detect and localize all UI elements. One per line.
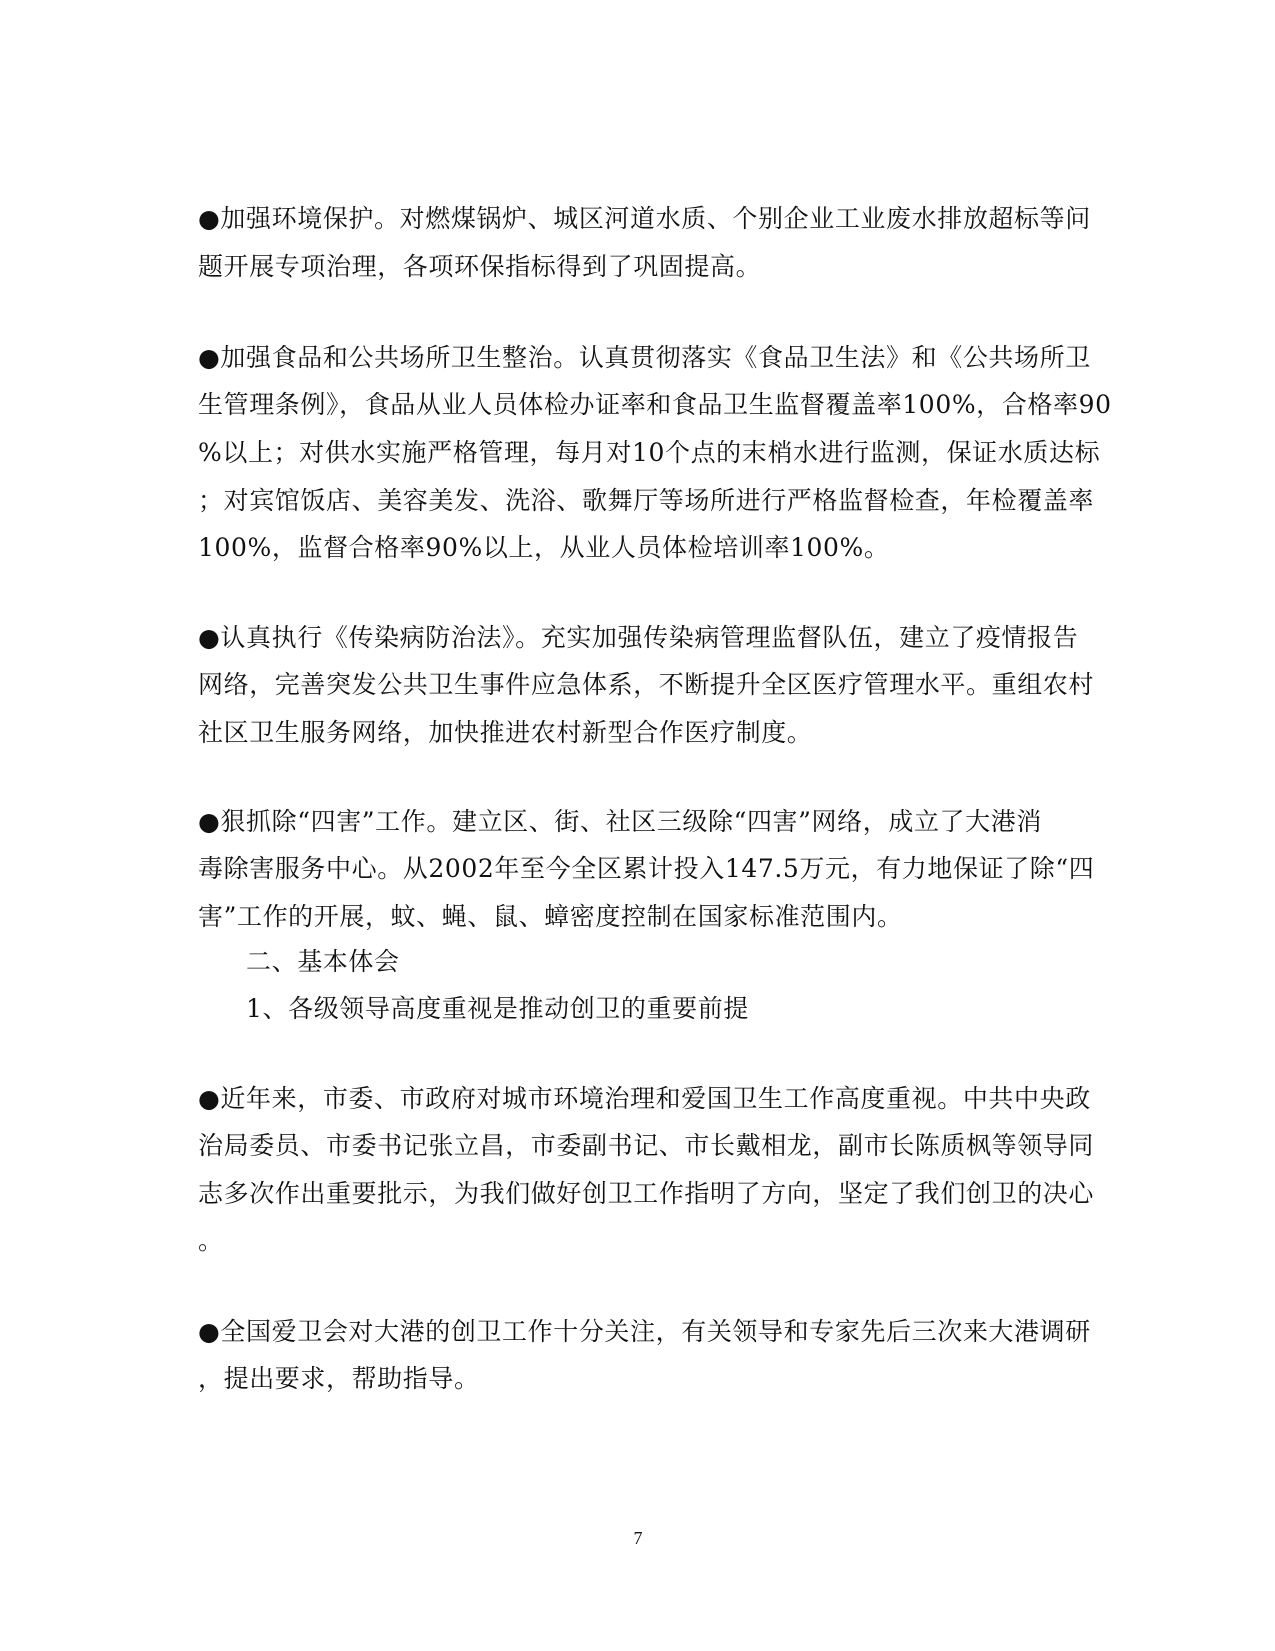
text-line: 题开展专项治理，各项环保指标得到了巩固提高。 (198, 252, 762, 281)
text-line: 毒除害服务中心。从2002年至今全区累计投入147.5万元，有力地保证了除“四 (198, 854, 1095, 883)
text-line: ●加强环境保护。对燃煤锅炉、城区河道水质、个别企业工业废水排放超标等问 (198, 204, 1091, 233)
text-line: ●狠抓除“四害”工作。建立区、街、社区三级除“四害”网络，成立了大港消 (198, 807, 1042, 836)
text-line: 害”工作的开展，蚊、蝇、鼠、蟑密度控制在国家标准范围内。 (198, 902, 903, 931)
text-line: 100%，监督合格率90%以上，从业人员体检培训率100%。 (198, 533, 890, 562)
text-line: 志多次作出重要批示，为我们做好创卫工作指明了方向，坚定了我们创卫的决心 (198, 1179, 1095, 1208)
text-line: %以上；对供水实施严格管理，每月对10个点的末梢水进行监测，保证水质达标 (198, 438, 1101, 467)
text-line: 社区卫生服务网络，加快推进农村新型合作医疗制度。 (198, 718, 813, 747)
page-number: 7 (633, 1528, 643, 1548)
text-line: ●全国爱卫会对大港的创卫工作十分关注，有关领导和专家先后三次来大港调研 (198, 1317, 1091, 1346)
text-line: ●认真执行《传染病防治法》。充实加强传染病管理监督队伍，建立了疫情报告 (198, 623, 1079, 652)
text-line: 网络，完善突发公共卫生事件应急体系，不断提升全区医疗管理水平。重组农村 (198, 670, 1095, 699)
section-heading: 二、基本体会 (246, 947, 400, 976)
text-line: ●加强食品和公共场所卫生整治。认真贯彻落实《食品卫生法》和《公共场所卫 (198, 343, 1091, 372)
text-line: ，提出要求，帮助指导。 (198, 1364, 480, 1393)
text-line: 生管理条例》，食品从业人员体检办证率和食品卫生监督覆盖率100%，合格率90 (198, 390, 1112, 419)
text-line: ；对宾馆饭店、美容美发、洗浴、歌舞厅等场所进行严格监督检查，年检覆盖率 (198, 486, 1095, 515)
subsection-heading: 1、各级领导高度重视是推动创卫的重要前提 (246, 994, 749, 1023)
text-line: 治局委员、市委书记张立昌，市委副书记、市长戴相龙，副市长陈质枫等领导同 (198, 1131, 1095, 1160)
text-line: 。 (198, 1226, 224, 1255)
text-line: ●近年来，市委、市政府对城市环境治理和爱国卫生工作高度重视。中共中央政 (198, 1084, 1091, 1113)
